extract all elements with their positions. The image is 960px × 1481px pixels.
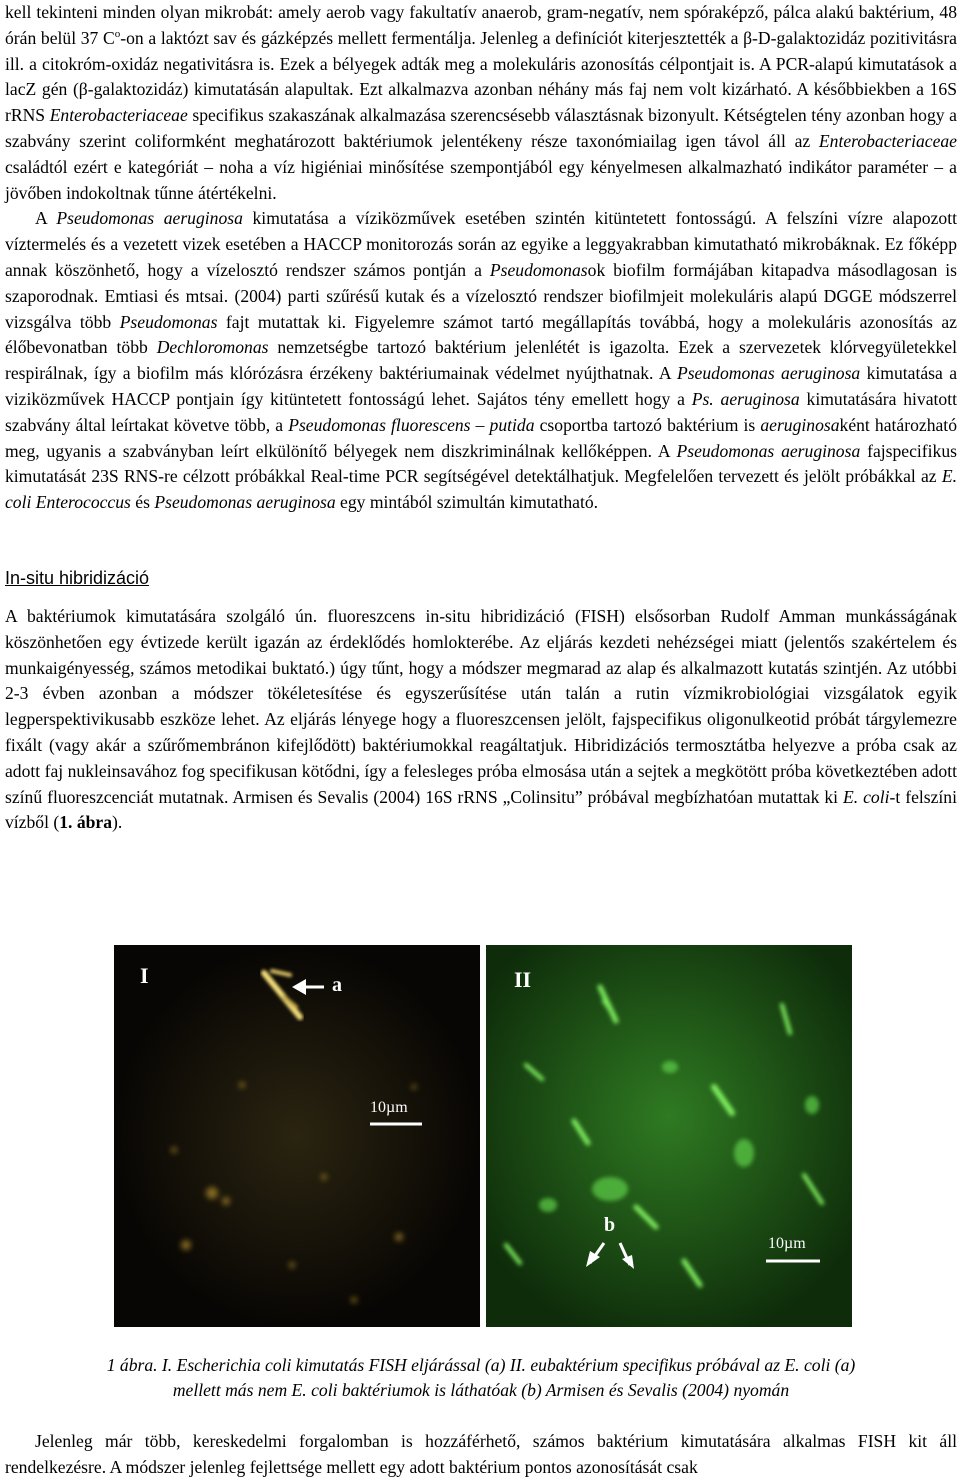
scale-bar-label-1: 10µm: [370, 1099, 408, 1116]
p2-run-21: Pseudomonas aeruginosa: [154, 492, 336, 513]
paragraph-pseudomonas: A Pseudomonas aeruginosa kimutatása a víziközművek esetében szintén kitüntetett fontosságú. A felszíni vízre alapozott víztermelés és a vezetett vizek esetében a HACCP monitorozás során az egyike a leggyakrabban kimutatható mikrobáknak. Ez főképp annak köszönhető, hogy a vízelosztó rendszer számos pontján a Pseudomonasok biofilm formájában kitapadva másodlagosan is szaporodnak. Emtiasi és mtsai. (2004) parti szűrésű kutak és a vízelosztó rendszer biofilmjeit molekuláris alapú DGGE módszerrel vizsgálva több Pseudomonas fajt mutattak ki. Figyelemre számot tartó megállapítás továbbá, hogy a molekuláris azonosítás az élőbevonatban több Dechloromonas nemzetségbe tartozó baktérium jelenlétét is igazolta. Ezek a szervezetek klórvegyületekkel respirálnak, így a biofilm más klórózásra érzékeny baktériumainak védelmet nyújthatnak. A Pseudomonas aeruginosa kimutatása a viziközművek HACCP pontjain így kitüntetett fontosságú lehet. Sajátos tény emellett hogy a Ps. aeruginosa kimutatására hivatott szabvány által leírtakat követve több, a Pseudomonas fluorescens – putida csoportba tartozó baktérium is aeruginosaként határozható meg, ugyanis a szabványban leírt elkülönítő bélyegek nem diszkriminálnak kellőképpen. A Pseudomonas aeruginosa fajspecifikus kimutatását 23S RNS-re célzott próbákkal Real-time PCR segítségével detektálhatjuk. Megfelelően tervezett és jelölt próbákkal az E. coli Enterococcus és Pseudomonas aeruginosa egy mintából szimultán kimutatható.: [5, 208, 958, 513]
p2-run-19: E. coli Enterococcus: [5, 466, 957, 513]
document-body: [5, 0, 957, 836]
arrow-label-a: a: [332, 974, 342, 996]
caption-line-1: 1 ábra. I. Escherichia coli kimutatás FISH eljárással (a) II. eubaktérium specifikus próbával az E. coli (a): [106, 1355, 856, 1375]
micrograph-panel-1: [114, 945, 480, 1327]
p3-run-3: 1. ábra: [59, 812, 113, 833]
p1-run-5: Enterobacteriaceae: [818, 130, 957, 151]
paragraph-fish-kits: Jelenleg már több, kereskedelmi forgalomban is hozzáférhető, számos baktérium kimutatására alkalmas FISH kit áll rendelkezésre. A módszer jelenleg fejlettsége mellett egy adott baktérium pontos azonosítását csak: [5, 1431, 957, 1477]
p2-run-13: Pseudomonas fluorescens – putida: [288, 414, 535, 435]
paragraph-coliform-definition: kell tekinteni minden olyan mikrobát: amely aerob vagy fakultatív anaerob, gram-negatív, nem spóraképző, pálca alakú baktérium, 48 órán belül 37 $C^o-on$ a laktózt sav és gázképzés mellett fermentálja. Jelenleg a definíciót kiterjesztették a β-D-galaktozidáz pozitivitásra ill. a citokróm-oxidáz negativitásra is. Ezek a bélyegek adták meg a molekuláris azonosítás célpontjait is. A PCR-alapú kimutatások a lacZ gén (β-galaktozidáz) kimutatásán alapultak. Ezt alkalmazva azonban néhány más faj nem volt kizárható. A későbbiekben a 16S rRNS Enterobacteriaceae specifikus szakaszának alkalmazása szerencsésebb választásnak bizonyult. Kétségtelen tény azonban hogy a szabvány szerint coliformként meghatározott baktériumok jelentékeny része taxonómiailag igen távol áll az Enterobacteriaceae családtól ezért e kategóriát – noha a víz higiéniai minősítése szempontjából egy kényelmesen alkalmazható indikátor paraméter – a jövőben indokoltnak tűnne átértékelni.: [5, 2, 957, 203]
p2-run-9: Pseudomonas aeruginosa: [676, 363, 861, 384]
panel-2-label: II: [514, 967, 532, 992]
p2-run-1: Pseudomonas aeruginosa: [56, 208, 243, 229]
p2-run-7: Dechloromonas: [156, 337, 269, 358]
figure-caption: [5, 1353, 957, 1403]
p2-run-3: Pseudomonas: [489, 259, 588, 280]
arrow-label-b: b: [604, 1214, 616, 1236]
p2-run-5: Pseudomonas: [119, 311, 218, 332]
p2-run-17: Pseudomonas aeruginosa: [676, 440, 861, 461]
p2-run-11: Ps. aeruginosa: [691, 388, 800, 409]
figure-fish-micrographs: [114, 945, 855, 1327]
p2-run-15: aeruginosa: [760, 414, 840, 435]
scale-bar-label-2: 10µm: [768, 1235, 806, 1252]
panel-1-label: I: [140, 963, 149, 988]
paragraph-fish-method: A baktériumok kimutatására szolgáló ún. fluoreszcens in-situ hibridizáció (FISH) elsősorban Rudolf Amman munkásságának köszönhetően egy évtizede került igazán az érdeklődés homlokterébe. Az eljárás kezdeti nehézségei miatt (jelentős szakértelem és munkaigényesség, számos metodikai buktató.) úgy tűnt, hogy a módszer megmarad az alap és alkalmazott kutatás szintjén. Az utóbbi 2-3 évben azonban a módszer tökéletesítése és egyszerűsítése után talán a rutin vízmikrobiológiai vizsgálatok egyik legperspektivikusabb eszköze lehet. Az eljárás lényege hogy a fluoreszcensen jelölt, fajspecifikus oligonulkeotid próbát tárgylemezre fixált (vagy akár a szűrőmembránon kifejlődött) baktériumokkal reagáltatjuk. Hibridizációs termosztátba helyezve a próba csak az adott faj nukleinsavához fog specifikusan kötődni, így a felesleges próba elmosása után a sejtek a megkötött próba következtében adott színű fluoreszcenciát mutatnak. Armisen és Sevalis (2004) 16S rRNS „Colinsitu” próbával megbízhatóan mutattak ki E. coli-t felszíni vízből (1. ábra).: [5, 605, 957, 833]
micrograph-panel-2: [486, 945, 852, 1327]
micrograph-2-image: [486, 945, 852, 1327]
p1-run-1: o: [114, 27, 121, 40]
document-body-continued: [5, 1429, 957, 1481]
caption-line-2: mellett más nem E. coli baktériumok is láthatóak (b) Armisen és Sevalis (2004) nyomán: [172, 1380, 790, 1400]
section-heading: In-situ hibridizáció: [5, 567, 150, 588]
micrograph-1-image: [114, 945, 480, 1327]
p1-run-3: Enterobacteriaceae: [49, 105, 188, 126]
p3-run-1: E. coli: [843, 786, 890, 807]
